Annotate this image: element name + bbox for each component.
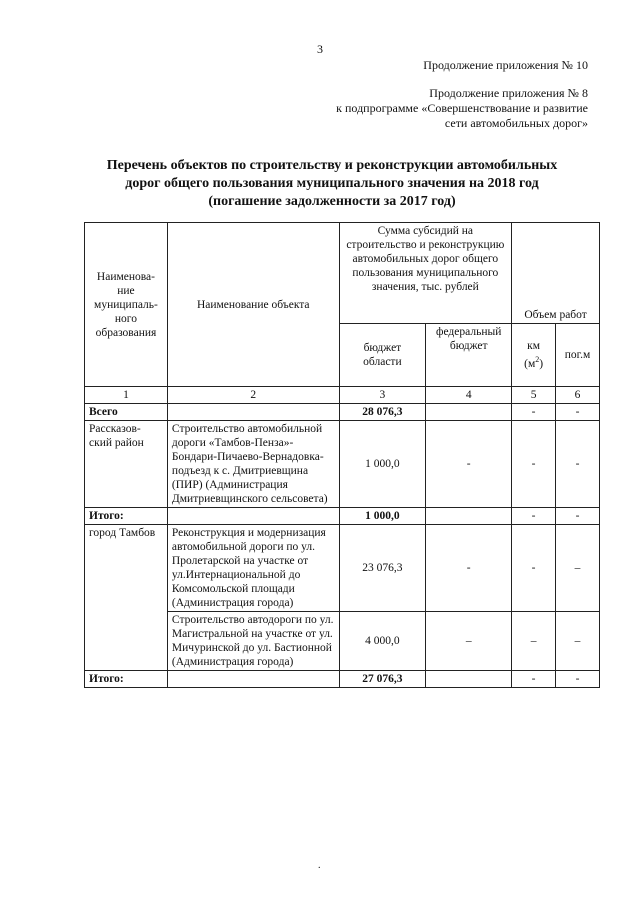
title-line-3: (погашение задолженности за 2017 год) xyxy=(208,194,456,209)
municipality-cell: город Тамбов xyxy=(85,525,168,671)
bottom-mark: . xyxy=(318,860,321,871)
subtotal-sum: 27 076,3 xyxy=(339,671,426,688)
total-label: Всего xyxy=(85,404,168,421)
federal-budget-cell: – xyxy=(426,612,512,671)
pogm-cell: - xyxy=(556,421,600,508)
header-object: Наименование объекта xyxy=(167,223,339,387)
column-number-6: 6 xyxy=(556,387,600,404)
appendix-line-3: сети автомобильных дорог» xyxy=(444,116,588,130)
km-cell: - xyxy=(512,421,556,508)
object-row xyxy=(85,421,600,508)
header-federal-budget: федеральный бюджет xyxy=(426,324,512,387)
subtotal-pogm: - xyxy=(556,671,600,688)
column-number-4: 4 xyxy=(426,387,512,404)
federal-budget-cell: - xyxy=(426,421,512,508)
regional-budget-cell: 23 076,3 xyxy=(339,525,426,612)
header-volume: Объем работ xyxy=(512,223,600,324)
regional-budget-cell: 1 000,0 xyxy=(339,421,426,508)
object-name-cell: Реконструкция и модернизация автомобильной дороги по ул. Пролетарской на участке от ул.Интернациональной до Комсомольской площади (Администрация города) xyxy=(167,525,339,612)
appendix-line-2: к подпрограмме «Совершенствование и развитие xyxy=(336,101,588,115)
subtotal-row xyxy=(85,508,600,525)
subtotal-empty xyxy=(167,671,339,688)
object-name-cell: Строительство автодороги по ул. Магистральной на участке от ул. Мичуринской до ул. Бастионной (Администрация города) xyxy=(167,612,339,671)
total-pogm: - xyxy=(556,404,600,421)
title-line-1: Перечень объектов по строительству и реконструкции автомобильных xyxy=(106,158,558,173)
subtotal-pogm: - xyxy=(556,508,600,525)
header-pogm: пог.м xyxy=(556,324,600,387)
object-name-cell: Строительство автомобильной дороги «Тамбов-Пенза»- Бондари-Пичаево-Вернадовка-подъезд к с. Дмитриевщина (ПИР) (Администрация Дмитриевщинского сельсовета) xyxy=(167,421,339,508)
municipality-cell: Рассказов-ский район xyxy=(85,421,168,508)
federal-budget-cell: - xyxy=(426,525,512,612)
subtotal-sum: 1 000,0 xyxy=(339,508,426,525)
subtotal-federal-empty xyxy=(426,508,512,525)
column-number-1: 1 xyxy=(85,387,168,404)
continuation-note: Продолжение приложения № 10 xyxy=(423,58,588,72)
header-municipality: Наименова-ние муниципаль-ного образования xyxy=(85,223,168,387)
column-number-5: 5 xyxy=(512,387,556,404)
subtotal-federal-empty xyxy=(426,671,512,688)
subtotal-km: - xyxy=(512,508,556,525)
subtotal-label: Итого: xyxy=(85,671,168,688)
groups-body xyxy=(85,421,600,688)
column-number-2: 2 xyxy=(167,387,339,404)
subtotal-empty xyxy=(167,508,339,525)
pogm-cell: – xyxy=(556,612,600,671)
km-cell: – xyxy=(512,612,556,671)
objects-table xyxy=(84,222,600,688)
total-row xyxy=(85,404,600,421)
document-title xyxy=(72,157,592,211)
column-number-row xyxy=(85,387,600,404)
total-federal-empty xyxy=(426,404,512,421)
header-row-1 xyxy=(85,223,600,324)
subtotal-row xyxy=(85,671,600,688)
subtotal-label: Итого: xyxy=(85,508,168,525)
total-km: - xyxy=(512,404,556,421)
object-row xyxy=(85,525,600,612)
header-km: км $(м^2)$ xyxy=(512,324,556,387)
km-cell: - xyxy=(512,525,556,612)
regional-budget-cell: 4 000,0 xyxy=(339,612,426,671)
header-subsidy: Сумма субсидий на строительство и реконструкцию автомобильных дорог общего пользования муниципального значения, тыс. рублей xyxy=(339,223,512,324)
subtotal-km: - xyxy=(512,671,556,688)
appendix-reference xyxy=(336,86,588,131)
title-line-2: дорог общего пользования муниципального значения на 2018 год xyxy=(125,176,539,191)
total-sum: 28 076,3 xyxy=(339,404,426,421)
total-empty xyxy=(167,404,339,421)
pogm-cell: – xyxy=(556,525,600,612)
page-number: 3 xyxy=(317,42,323,56)
header-regional-budget: бюджет области xyxy=(339,324,426,387)
column-number-3: 3 xyxy=(339,387,426,404)
appendix-line-1: Продолжение приложения № 8 xyxy=(429,86,588,100)
